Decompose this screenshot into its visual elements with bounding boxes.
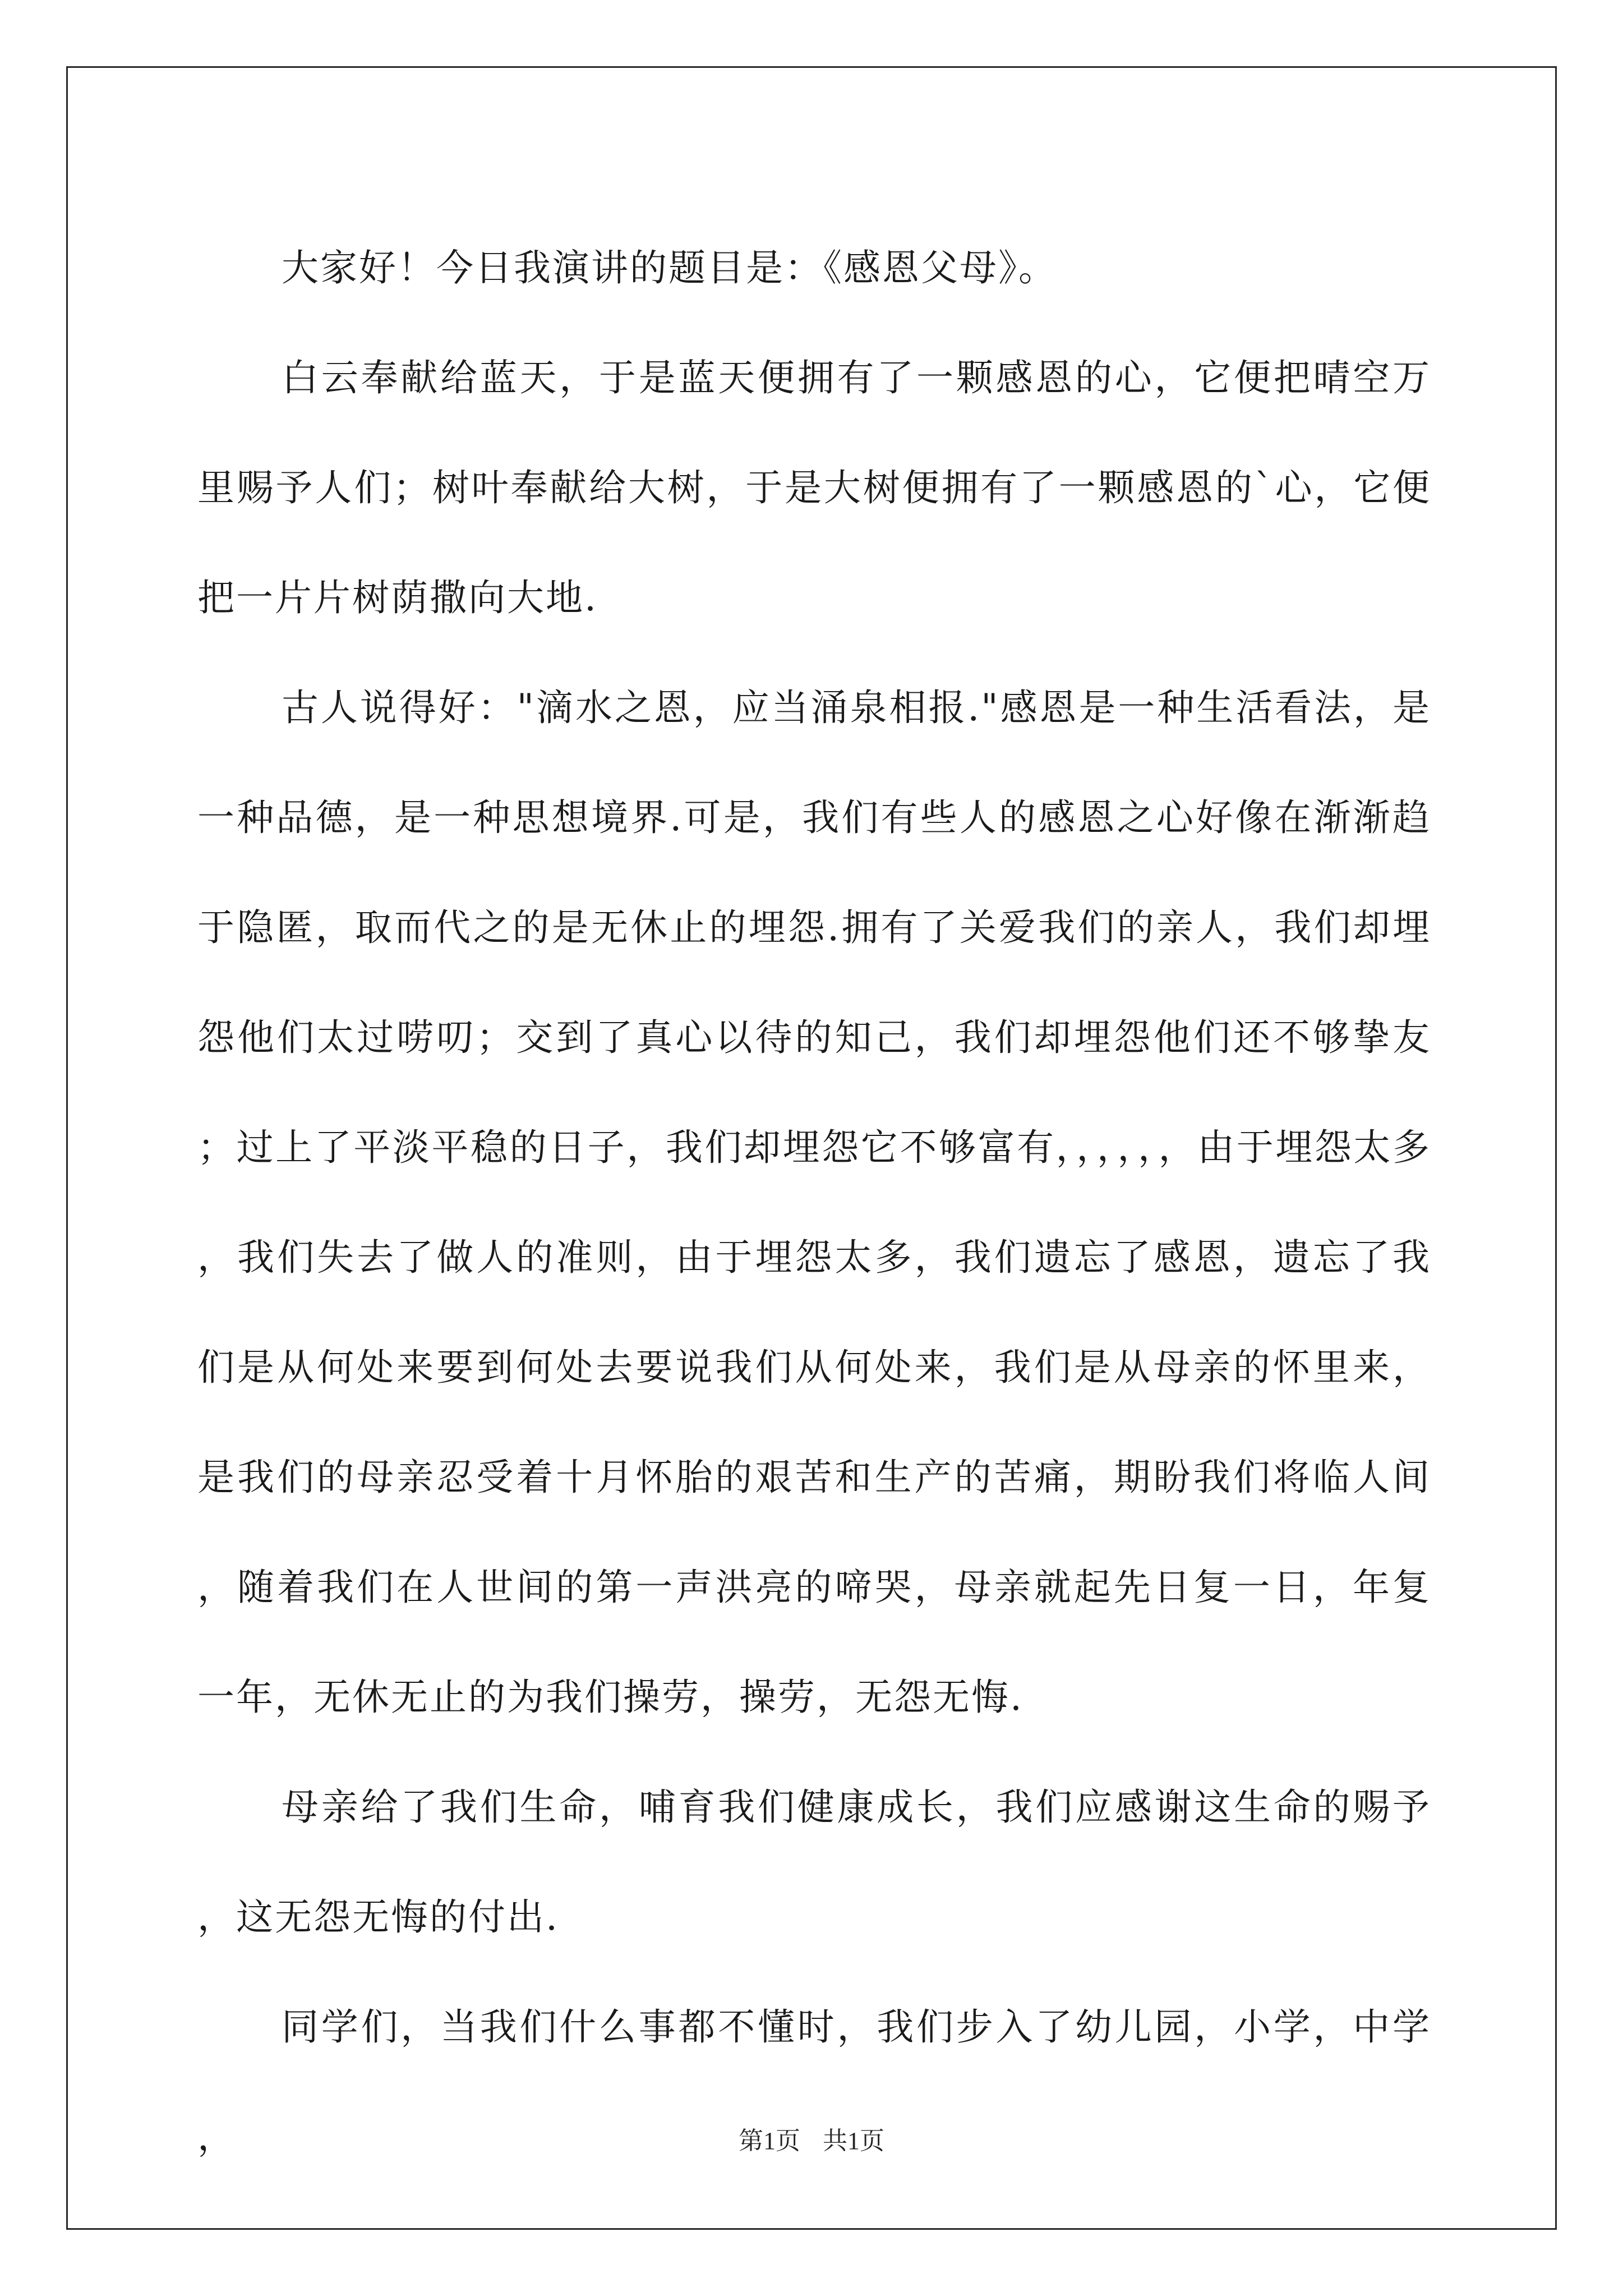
- page-footer: [0, 2120, 1623, 2156]
- paragraph-mother-gift: 母亲给了我们生命，哺育我们健康成长，我们应感谢这生命的赐予，这无怨无悔的付出.: [197, 1786, 1431, 1939]
- paragraph-greeting: 大家好！今日我演讲的题目是：《感恩父母》。: [282, 246, 1057, 289]
- paragraph-classmates: 同学们，当我们什么事都不懂时，我们步入了幼儿园，小学，中学，: [197, 2005, 1431, 2159]
- document-body: [197, 213, 1431, 2192]
- page-total: 共1页: [823, 2127, 884, 2155]
- page-number: 第1页: [739, 2127, 800, 2155]
- paragraph-clouds-leaves: 白云奉献给蓝天，于是蓝天便拥有了一颗感恩的心，它便把晴空万里赐予人们；树叶奉献给大树，于是大树便拥有了一颗感恩的`心，它便把一片片树荫撒向大地.: [197, 356, 1431, 619]
- paragraph-gratitude-mother: 古人说得好："滴水之恩，应当涌泉相报."感恩是一种生活看法，是一种品德，是一种思想境界.可是，我们有些人的感恩之心好像在渐渐趋于隐匿，取而代之的是无休止的埋怨.拥有了关爱我们的亲人，我们却埋怨他们太过唠叨；交到了真心以待的知己，我们却埋怨他们还不够挚友；过上了平淡平稳的日子，我们却埋怨它不够富有，，，，，，由于埋怨太多，我们失去了做人的准则，由于埋怨太多，我们遗忘了感恩，遗忘了我们是从何处来要到何处去要说我们从何处来，我们是从母亲的怀里来，是我们的母亲忍受着十月怀胎的艰苦和生产的苦痛，期盼我们将临人间，随着我们在人世间的第一声洪亮的啼哭，母亲就起先日复一日，年复一年，无休无止的为我们操劳，操劳，无怨无悔.: [197, 686, 1431, 1719]
